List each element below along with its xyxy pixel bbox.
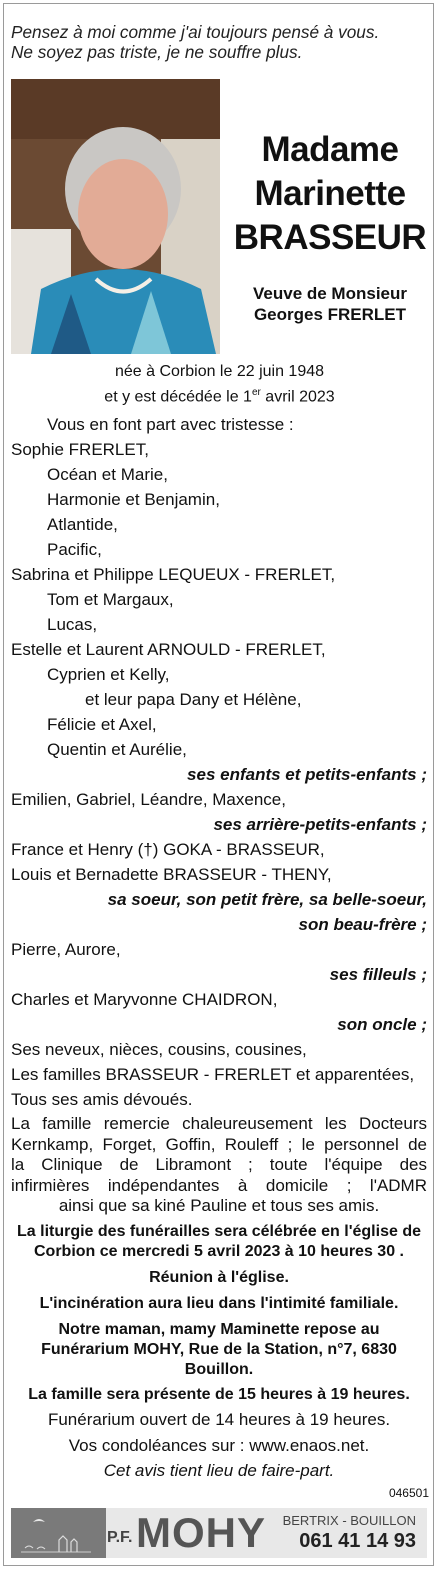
name-line: Madame xyxy=(261,130,399,169)
family-line: France et Henry (†) GOKA - BRASSEUR, xyxy=(11,840,325,859)
thanks-line: la Clinique de Libramont ; toute l'équipe des xyxy=(11,1155,427,1174)
rest-line: Bouillon. xyxy=(184,1361,254,1378)
notice-info: Cet avis tient lieu de faire-part. xyxy=(103,1461,335,1480)
relation-label: son oncle ; xyxy=(337,1015,427,1034)
family-line: Quentin et Aurélie, xyxy=(47,740,187,759)
hours-info: Funérarium ouvert de 14 heures à 19 heures. xyxy=(47,1410,391,1429)
family-line: Tom et Margaux, xyxy=(47,590,174,609)
liturgy-info xyxy=(11,1222,427,1262)
intro-line: Pensez à moi comme j'ai toujours pensé à vous. xyxy=(11,22,380,42)
family-line: Louis et Bernadette BRASSEUR - THENY, xyxy=(11,865,332,884)
widow-line: Georges FRERLET xyxy=(253,305,407,324)
intro-quote xyxy=(11,22,431,62)
rest-line: Notre maman, mamy Maminette repose au xyxy=(58,1321,380,1338)
family-line: Pierre, Aurore, xyxy=(11,940,121,959)
deceased-name xyxy=(226,128,434,260)
family-line: et leur papa Dany et Hélène, xyxy=(85,690,302,709)
presence-info: La famille sera présente de 15 heures à 19 heures. xyxy=(28,1386,410,1403)
condolences-info: Vos condoléances sur : www.enaos.net. xyxy=(68,1436,370,1455)
death-ordinal: er xyxy=(251,387,261,398)
relation-label: ses arrière-petits-enfants ; xyxy=(213,815,427,834)
family-line: Estelle et Laurent ARNOULD - FRERLET, xyxy=(11,640,326,659)
relation-label: ses filleuls ; xyxy=(329,965,427,984)
birth-line: née à Corbion le 22 juin 1948 xyxy=(114,363,325,380)
family-line: Ses neveux, nièces, cousins, cousines, xyxy=(11,1040,307,1059)
family-line: Emilien, Gabriel, Léandre, Maxence, xyxy=(11,790,286,809)
death-suffix: avril 2023 xyxy=(260,388,335,406)
portrait-illustration xyxy=(11,79,220,354)
portrait-photo xyxy=(11,79,220,354)
family-announcement xyxy=(11,412,427,1112)
family-line: Félicie et Axel, xyxy=(47,715,157,734)
reference-number: 046501 xyxy=(388,1486,429,1500)
cremation-info: L'incinération aura lieu dans l'intimité familiale. xyxy=(39,1295,399,1312)
family-line: Cyprien et Kelly, xyxy=(47,665,170,684)
thanks-paragraph xyxy=(11,1114,427,1217)
family-line: Atlantide, xyxy=(47,515,118,534)
liturgy-line: La liturgie des funérailles sera célébrée en l'église de xyxy=(17,1223,421,1240)
relation-label: son beau-frère ; xyxy=(298,915,427,934)
rest-info xyxy=(11,1320,427,1380)
thanks-line: infirmières indépendantes à domicile ; l'ADMR xyxy=(11,1175,427,1195)
name-line: BRASSEUR xyxy=(233,218,427,257)
thanks-line: ainsi que sa kiné Pauline et tous ses amis. xyxy=(58,1196,380,1215)
pf-label: P.F. xyxy=(107,1529,133,1546)
widow-line: Veuve de Monsieur xyxy=(253,284,407,303)
meeting-info: Réunion à l'église. xyxy=(149,1269,289,1286)
thanks-line: Kernkamp, Forget, Goffin, Rouleff ; le personnel de xyxy=(11,1134,427,1154)
bird-logo-icon xyxy=(11,1508,106,1558)
intro-line: Ne soyez pas triste, je ne souffre plus. xyxy=(11,42,303,62)
family-line: Vous en font part avec tristesse : xyxy=(47,415,294,434)
family-line: Harmonie et Benjamin, xyxy=(47,490,220,509)
family-line: Tous ses amis dévoués. xyxy=(11,1090,193,1109)
life-dates xyxy=(0,361,439,407)
death-prefix: et y est décédée le 1 xyxy=(104,388,252,406)
location-label: BERTRIX - BOUILLON xyxy=(282,1513,416,1528)
phone-number: 061 41 14 93 xyxy=(299,1530,416,1552)
family-line: Sabrina et Philippe LEQUEUX - FRERLET, xyxy=(11,565,336,584)
family-line: Océan et Marie, xyxy=(47,465,168,484)
family-line: Charles et Maryvonne CHAIDRON, xyxy=(11,990,278,1009)
funeral-home-banner xyxy=(11,1508,427,1558)
name-line: Marinette xyxy=(254,174,406,213)
widow-of xyxy=(226,283,434,325)
rest-line: Funérarium MOHY, Rue de la Station, n°7, 6830 xyxy=(41,1341,397,1358)
relation-label: sa soeur, son petit frère, sa belle-soeur, xyxy=(107,890,427,909)
family-line: Sophie FRERLET, xyxy=(11,440,149,459)
death-line xyxy=(0,382,439,407)
family-line: Pacific, xyxy=(47,540,102,559)
brand-name: MOHY xyxy=(136,1509,266,1556)
family-line: Lucas, xyxy=(47,615,98,634)
family-line: Les familles BRASSEUR - FRERLET et apparentées, xyxy=(11,1065,415,1084)
relation-label: ses enfants et petits-enfants ; xyxy=(187,765,427,784)
liturgy-line: Corbion ce mercredi 5 avril 2023 à 10 heures 30 . xyxy=(34,1243,404,1260)
thanks-line: La famille remercie chaleureusement les Docteurs xyxy=(11,1114,427,1133)
